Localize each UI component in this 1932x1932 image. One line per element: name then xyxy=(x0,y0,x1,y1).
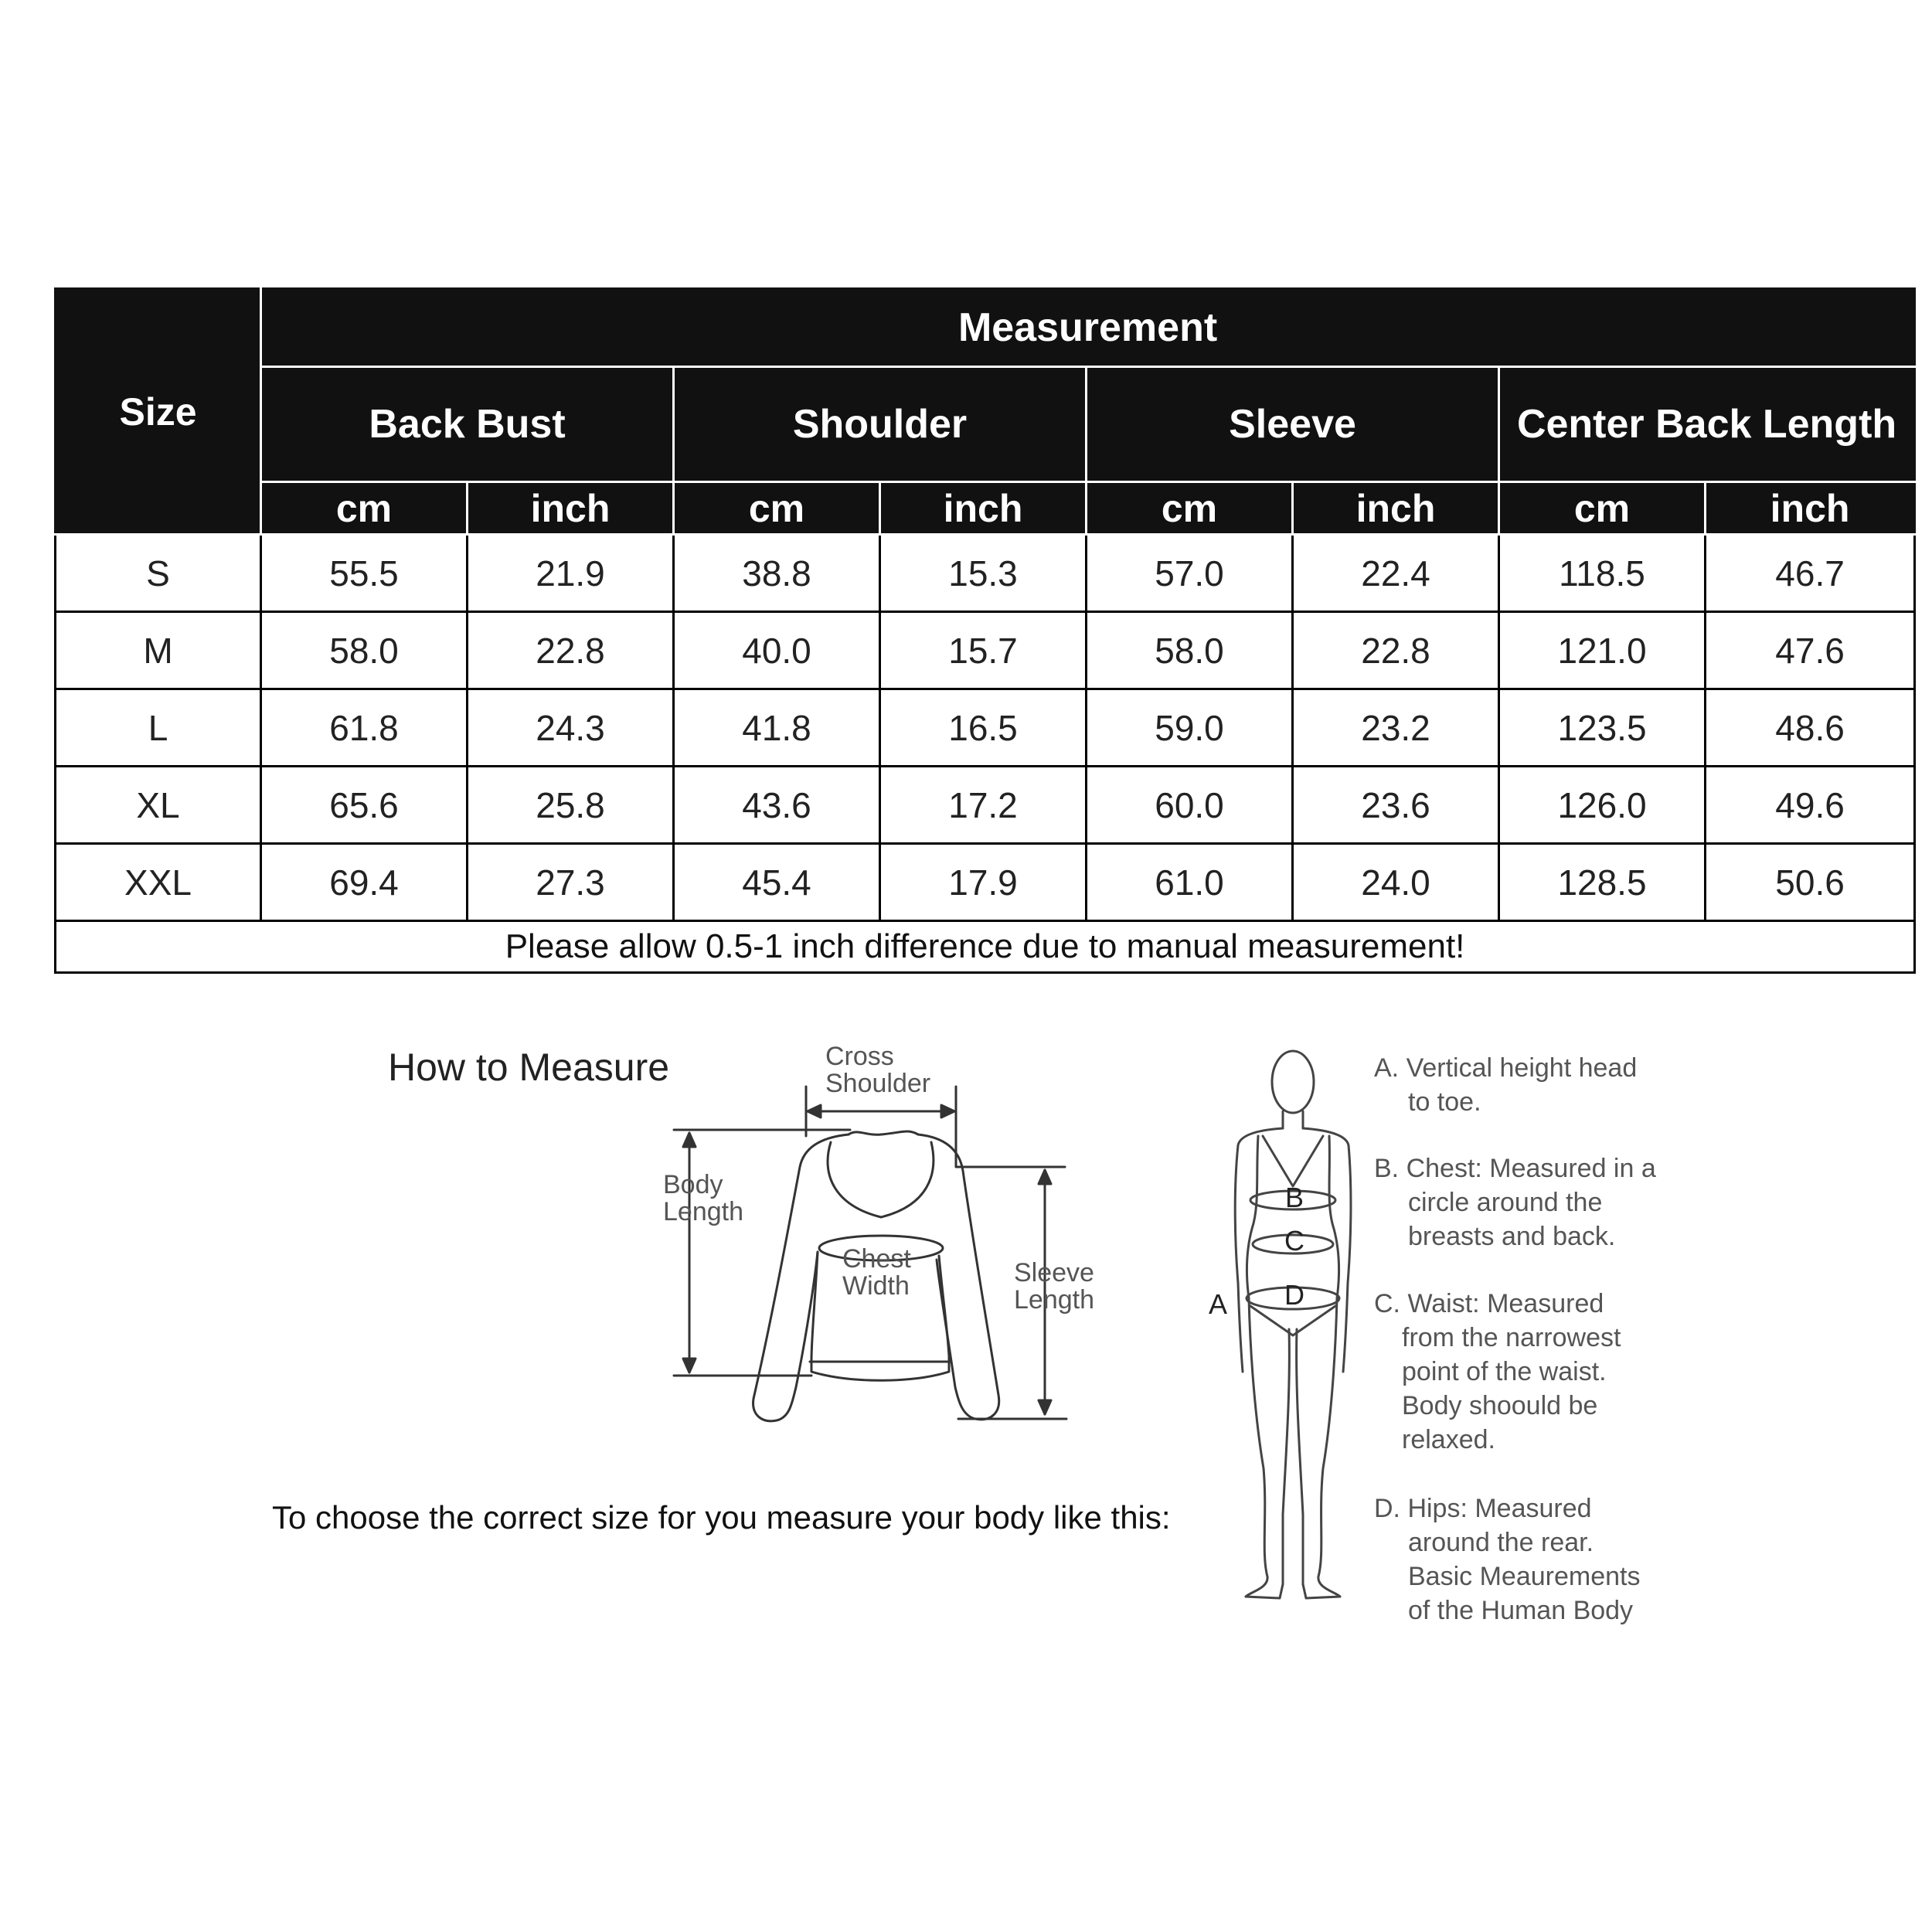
unit-header: cm xyxy=(261,482,468,535)
value-cell: 15.3 xyxy=(880,535,1087,612)
value-cell: 24.0 xyxy=(1293,844,1499,921)
value-cell: 40.0 xyxy=(674,612,880,689)
sleeve-length-label xyxy=(1014,1260,1094,1314)
label-line: Shoulder xyxy=(825,1069,931,1098)
unit-header: inch xyxy=(880,482,1087,535)
marker-a: A xyxy=(1208,1288,1228,1320)
legend-line: point of the waist. xyxy=(1402,1357,1607,1386)
label-line: Chest xyxy=(842,1244,911,1274)
value-cell: 15.7 xyxy=(880,612,1087,689)
value-cell: 47.6 xyxy=(1706,612,1915,689)
value-cell: 49.6 xyxy=(1706,767,1915,844)
unit-header: cm xyxy=(674,482,880,535)
size-cell: S xyxy=(56,535,261,612)
value-cell: 60.0 xyxy=(1087,767,1293,844)
measurement-note: Please allow 0.5-1 inch difference due to manual measurement! xyxy=(56,921,1915,973)
legend-item-b xyxy=(1374,1151,1683,1253)
unit-header: cm xyxy=(1087,482,1293,535)
legend-item-a xyxy=(1374,1051,1683,1119)
label-line: Cross xyxy=(825,1042,894,1071)
value-cell: 22.8 xyxy=(468,612,674,689)
value-cell: 24.3 xyxy=(468,689,674,767)
marker-c: C xyxy=(1284,1225,1304,1257)
value-cell: 17.2 xyxy=(880,767,1087,844)
value-cell: 58.0 xyxy=(261,612,468,689)
marker-b: B xyxy=(1284,1182,1304,1213)
value-cell: 22.8 xyxy=(1293,612,1499,689)
label-line: Length xyxy=(1014,1285,1094,1315)
label-line: Body xyxy=(663,1170,723,1199)
legend-first-line: A. Vertical height head xyxy=(1374,1053,1638,1083)
unit-header: inch xyxy=(1293,482,1499,535)
value-cell: 126.0 xyxy=(1499,767,1706,844)
legend-line: breasts and back. xyxy=(1408,1222,1616,1251)
value-cell: 46.7 xyxy=(1706,535,1915,612)
value-cell: 61.0 xyxy=(1087,844,1293,921)
choose-size-instruction: To choose the correct size for you measure your body like this: xyxy=(272,1499,1171,1536)
legend-first-line: D. Hips: Measured xyxy=(1374,1494,1592,1523)
size-header: Size xyxy=(56,289,261,535)
value-cell: 45.4 xyxy=(674,844,880,921)
label-line: Length xyxy=(663,1197,743,1226)
value-cell: 57.0 xyxy=(1087,535,1293,612)
group-header-center-back-length: Center Back Length xyxy=(1499,367,1915,482)
legend-line: of the Human Body xyxy=(1408,1596,1634,1625)
body-length-label xyxy=(663,1172,743,1226)
size-cell: L xyxy=(56,689,261,767)
group-header-shoulder: Shoulder xyxy=(674,367,1087,482)
legend-item-d xyxy=(1374,1492,1683,1628)
legend-line: around the rear. xyxy=(1408,1528,1594,1557)
value-cell: 17.9 xyxy=(880,844,1087,921)
body-figure-drawing xyxy=(1235,1051,1351,1598)
value-cell: 38.8 xyxy=(674,535,880,612)
group-header-sleeve: Sleeve xyxy=(1087,367,1499,482)
value-cell: 123.5 xyxy=(1499,689,1706,767)
measurement-header: Measurement xyxy=(261,289,1915,367)
value-cell: 43.6 xyxy=(674,767,880,844)
legend-line: Body shoould be xyxy=(1402,1391,1598,1420)
label-line: Width xyxy=(842,1271,910,1301)
cross-shoulder-label xyxy=(825,1043,930,1097)
value-cell: 58.0 xyxy=(1087,612,1293,689)
value-cell: 21.9 xyxy=(468,535,674,612)
marker-d: D xyxy=(1284,1279,1304,1311)
label-line: Sleeve xyxy=(1014,1258,1094,1287)
value-cell: 118.5 xyxy=(1499,535,1706,612)
legend-line: circle around the xyxy=(1408,1188,1603,1217)
value-cell: 65.6 xyxy=(261,767,468,844)
value-cell: 41.8 xyxy=(674,689,880,767)
value-cell: 23.6 xyxy=(1293,767,1499,844)
how-to-measure-title: How to Measure xyxy=(388,1046,670,1089)
unit-header: cm xyxy=(1499,482,1706,535)
value-cell: 50.6 xyxy=(1706,844,1915,921)
legend-first-line: B. Chest: Measured in a xyxy=(1374,1154,1656,1183)
legend-line: from the narrowest xyxy=(1402,1323,1621,1352)
value-cell: 23.2 xyxy=(1293,689,1499,767)
unit-header: inch xyxy=(1706,482,1915,535)
legend-item-c xyxy=(1374,1287,1683,1457)
value-cell: 61.8 xyxy=(261,689,468,767)
legend-line: relaxed. xyxy=(1402,1425,1495,1454)
value-cell: 22.4 xyxy=(1293,535,1499,612)
size-cell: XL xyxy=(56,767,261,844)
value-cell: 25.8 xyxy=(468,767,674,844)
value-cell: 121.0 xyxy=(1499,612,1706,689)
value-cell: 27.3 xyxy=(468,844,674,921)
legend-line: to toe. xyxy=(1408,1087,1481,1117)
legend-first-line: C. Waist: Measured xyxy=(1374,1289,1604,1318)
value-cell: 48.6 xyxy=(1706,689,1915,767)
group-header-back-bust: Back Bust xyxy=(261,367,674,482)
legend-line: Basic Meaurements xyxy=(1408,1562,1641,1591)
value-cell: 16.5 xyxy=(880,689,1087,767)
size-cell: M xyxy=(56,612,261,689)
value-cell: 59.0 xyxy=(1087,689,1293,767)
chest-width-label xyxy=(842,1246,911,1300)
size-cell: XXL xyxy=(56,844,261,921)
unit-header: inch xyxy=(468,482,674,535)
value-cell: 69.4 xyxy=(261,844,468,921)
value-cell: 55.5 xyxy=(261,535,468,612)
value-cell: 128.5 xyxy=(1499,844,1706,921)
